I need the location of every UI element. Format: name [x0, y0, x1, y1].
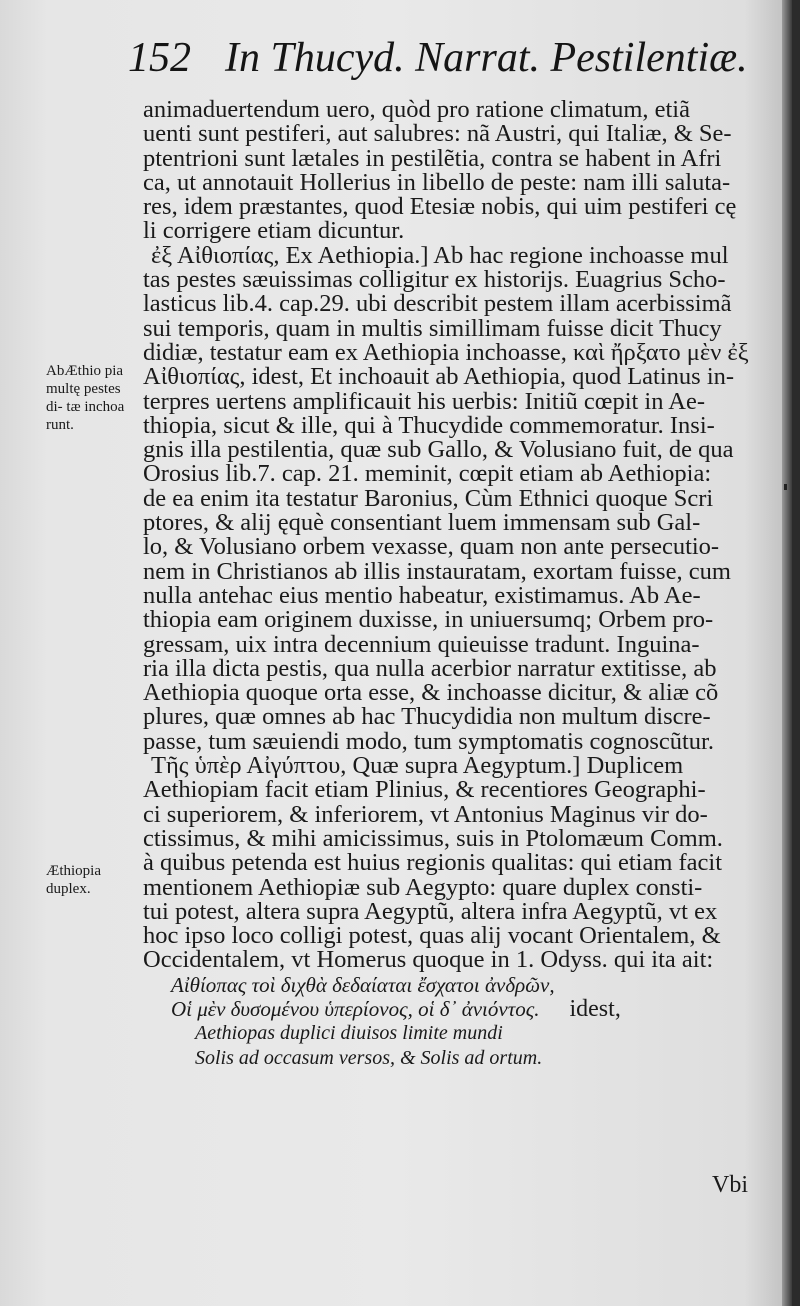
- text-line: Orosius lib.7. cap. 21. meminit, cœpit etiam ab Aethiopia:: [143, 460, 712, 488]
- text-line: ptentrioni sunt lætales in pestilẽtia, contra se habent in Afri: [143, 144, 722, 172]
- text-line: ria illa dicta pestis, qua nulla acerbior narratur extitisse, ab: [143, 654, 717, 682]
- page-number: 152: [128, 35, 191, 81]
- greek-verse: Οἱ μὲν δυσομένου ὑπερίονος, οἱ δ᾽ ἀνιόντος.: [171, 996, 540, 1021]
- homer-quotation: [143, 973, 771, 1070]
- text-line: mentionem Aethiopiæ sub Aegypto: quare duplex consti-: [143, 873, 703, 901]
- text-line: sui temporis, quam in multis simillimam fuisse dicit Thucy: [143, 314, 722, 342]
- text-line: plures, quæ omnes ab hac Thucydidia non multum discre-: [143, 703, 711, 731]
- text-line: Aethiopiam facit etiam Plinius, & recentiores Geographi-: [143, 776, 706, 804]
- text-line: nem in Christianos ab illis instauratam, exortam fuisse, cum: [143, 557, 731, 585]
- text-line: ἐξ Αἰθιοπίας, Ex Aethiopia.] Ab hac regione inchoasse mul: [151, 241, 729, 269]
- text-line: Occidentalem, vt Homerus quoque in 1. Odyss. qui ita ait:: [143, 946, 714, 974]
- text-line: ptores, & alij ęquè consentiant luem immensam sub Gal-: [143, 509, 701, 537]
- text-line: ca, ut annotauit Hollerius in libello de peste: nam illi saluta-: [143, 168, 731, 196]
- text-line: lasticus lib.4. cap.29. ubi describit pestem illam acerbissimã: [143, 290, 732, 318]
- margin-speck: [784, 484, 787, 490]
- greek-verse: Αἰθίοπας τοὶ διχθὰ δεδαίαται ἔσχατοι ἀνδρῶν,: [171, 972, 555, 997]
- text-line: tas pestes sæuissimas colligitur ex historijs. Euagrius Scho-: [143, 266, 726, 294]
- text-line: tui potest, altera supra Aegyptũ, altera infra Aegyptũ, vt ex: [143, 897, 718, 925]
- main-text: [143, 98, 771, 1070]
- text-line: à quibus petenda est huius regionis qualitas: qui etiam facit: [143, 849, 723, 877]
- text-line: nulla antehac eius mentio habeatur, existimamus. Ab Ae-: [143, 581, 701, 609]
- running-title: In Thucyd. Narrat. Pestilentiæ.: [225, 35, 748, 81]
- text-line: gnis illa pestilentia, quæ sub Gallo, & Volusiano fuit, de qua: [143, 436, 734, 464]
- text-line: gressam, uix intra decennium quieuisse tradunt. Inguina-: [143, 630, 700, 658]
- text-line: ctissimus, & mihi amicissimus, suis in Ptolomæum Comm.: [143, 824, 723, 852]
- running-header: [128, 34, 768, 94]
- margin-note-aethiopia-duplex: Æthiopia duplex.: [46, 863, 101, 897]
- text-line: Αἰθιοπίας, idest, Et inchoauit ab Aethiopia, quod Latinus in-: [143, 363, 735, 391]
- text-line: res, idem præstantes, quod Etesiæ nobis, qui uim pestiferi cę: [143, 193, 737, 221]
- catchword: Vbi: [712, 1172, 748, 1198]
- text-line: thiopia, sicut & ille, qui à Thucydide commemoratur. Insi-: [143, 411, 715, 439]
- text-line: lo, & Volusiano orbem vexasse, quam non ante persecutio-: [143, 533, 720, 561]
- text-line: passe, tum sæuiendi modo, tum symptomatis cognoscũtur.: [143, 727, 714, 755]
- idest-word: idest,: [569, 995, 621, 1022]
- text-line: ci superiorem, & inferiorem, vt Antonius Maginus vir do-: [143, 800, 708, 828]
- text-line: terpres uertens amplificauit his uerbis: Initiũ cœpit in Ae-: [143, 387, 705, 415]
- text-line: uenti sunt pestiferi, aut salubres: nã Austri, qui Italiæ, & Se-: [143, 120, 732, 148]
- greek-verse-with-idest: [143, 997, 771, 1021]
- text-line: didiæ, testatur eam ex Aethiopia inchoasse, καὶ ἤρξατο μὲν ἐξ: [143, 338, 749, 366]
- text-line: de ea enim ita testatur Baronius, Cùm Ethnici quoque Scri: [143, 484, 714, 512]
- text-line: animaduertendum uero, quòd pro ratione climatum, etiã: [143, 96, 690, 123]
- margin-note-aethiopia-pestes: AbÆthio pia multę pestes di- tæ inchoa runt.: [46, 363, 125, 433]
- latin-verse: Solis ad occasum versos, & Solis ad ortum.: [195, 1046, 543, 1069]
- text-line: li corrigere etiam dicuntur.: [143, 217, 405, 245]
- latin-verse: Aethiopas duplici diuisos limite mundi: [195, 1022, 503, 1045]
- text-line: hoc ipso loco colligi potest, quas alij vocant Orientalem, &: [143, 922, 721, 950]
- page-edge-shadow: [782, 0, 792, 1306]
- text-line: thiopia eam originem duxisse, in uniuersumq; Orbem pro-: [143, 606, 714, 634]
- text-line: Aethiopia quoque orta esse, & inchoasse dicitur, & aliæ cõ: [143, 679, 719, 707]
- text-line: Τῆς ὑπὲρ Αἰγύπτου, Quæ supra Aegyptum.] Duplicem: [151, 752, 684, 780]
